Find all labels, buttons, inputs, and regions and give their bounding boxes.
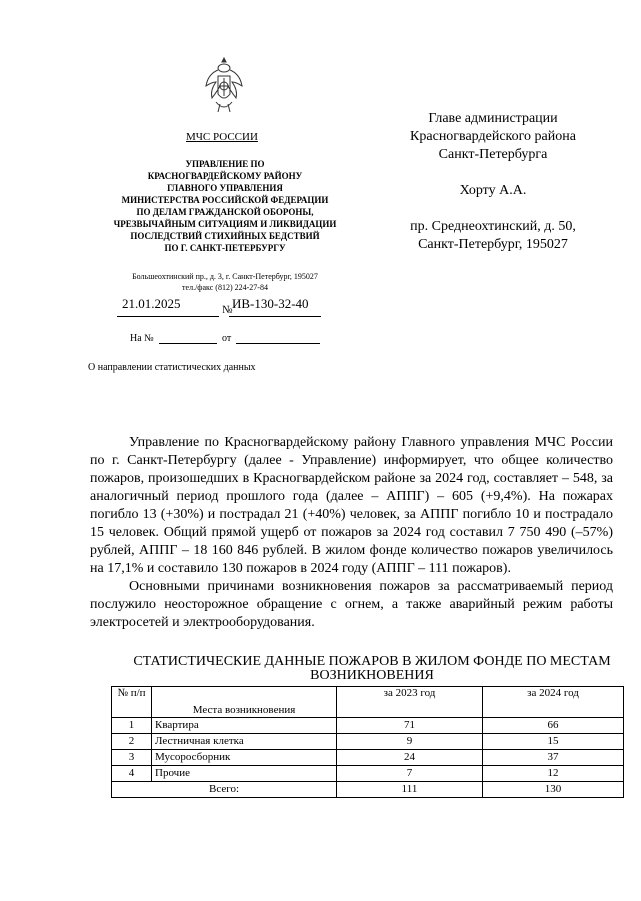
header-2024: за 2024 год <box>483 687 624 718</box>
row-place: Лестничная клетка <box>152 734 337 750</box>
emchs-emblem-icon <box>204 56 244 116</box>
addressee-line: пр. Среднеохтинский, д. 50, <box>410 219 576 234</box>
dept-line: ЧРЕЗВЫЧАЙНЫМ СИТУАЦИЯМ И ЛИКВИДАЦИИ <box>113 219 337 229</box>
addressee-line: Санкт-Петербурга <box>438 147 548 162</box>
row-place: Квартира <box>152 718 337 734</box>
table-title: СТАТИСТИЧЕСКИЕ ДАННЫЕ ПОЖАРОВ В ЖИЛОМ ФОНДЕ ПО МЕСТАМ ВОЗНИКНОВЕНИЯ <box>133 654 611 683</box>
table-total-row <box>112 782 624 798</box>
dept-line: ПО ДЕЛАМ ГРАЖДАНСКОЙ ОБОРОНЫ, <box>136 207 314 217</box>
from-label: от <box>222 333 232 344</box>
row-2024: 15 <box>483 734 624 750</box>
table-row <box>112 766 624 782</box>
table-row <box>112 750 624 766</box>
total-2023: 111 <box>337 782 483 798</box>
addressee-spacer <box>398 164 588 182</box>
sender-address <box>100 271 350 293</box>
dept-line: УПРАВЛЕНИЕ ПО <box>185 159 265 169</box>
row-2023: 24 <box>337 750 483 766</box>
row-2023: 9 <box>337 734 483 750</box>
row-2023: 7 <box>337 766 483 782</box>
on-number-label: На № <box>130 333 154 344</box>
body-paragraph: Основными причинами возникновения пожаров за рассматриваемый период послужило неосторожное обращение с огнем, а также аварийный режим работы электросетей и электрооборудования. <box>90 579 613 630</box>
letter-date: 21.01.2025 <box>122 296 181 311</box>
row-place: Мусоросборник <box>152 750 337 766</box>
row-2024: 37 <box>483 750 624 766</box>
fire-stats-table <box>111 686 624 798</box>
table-row <box>112 734 624 750</box>
letter-number: ИВ-130-32-40 <box>232 296 309 311</box>
department-name <box>96 158 354 254</box>
addressee-line: Красногвардейского района <box>410 129 576 144</box>
dept-line: МИНИСТЕРСТВА РОССИЙСКОЙ ФЕДЕРАЦИИ <box>121 195 329 205</box>
dept-line: ПО Г. САНКТ-ПЕТЕРБУРГУ <box>164 243 286 253</box>
total-label: Всего: <box>112 782 337 798</box>
table-row <box>112 718 624 734</box>
row-2023: 71 <box>337 718 483 734</box>
row-2024: 66 <box>483 718 624 734</box>
table-header-row <box>112 687 624 718</box>
row-num: 4 <box>112 766 152 782</box>
row-num: 2 <box>112 734 152 750</box>
body-paragraph: Управление по Красногвардейскому району Главного управления МЧС России по г. Санкт-Петербургу (далее - Управление) информирует, что общее количество пожаров, произошедших в Красногвардейском районе за 2024 год, составляет – 548, за аналогичный период прошлого года (далее – АППГ) – 605 (+9,4%). На пожарах погибло 13 (+30%) и пострадал 21 (+40%) человек, за АППГ погибло 10 и пострадало 15 человек. Общий прямой ущерб от пожаров за 2024 год составил 7 750 490 (–57%) рублей, АППГ – 18 160 846 рублей. В жилом фонде количество пожаров увеличилось на 17,1% и составило 130 пожаров в 2024 году (АППГ – 111 пожаров). <box>90 435 613 576</box>
row-num: 3 <box>112 750 152 766</box>
header-place: Места возникновения <box>152 687 337 718</box>
total-2024: 130 <box>483 782 624 798</box>
number-underline <box>229 316 321 317</box>
header-num: № п/п <box>112 687 152 718</box>
date-underline <box>117 316 219 317</box>
row-2024: 12 <box>483 766 624 782</box>
phone-line: тел./факс (812) 224-27-84 <box>182 283 268 292</box>
from-blank <box>236 343 320 344</box>
addressee-block <box>398 110 588 254</box>
dept-line: КРАСНОГВАРДЕЙСКОМУ РАЙОНУ <box>147 171 303 181</box>
letter-body <box>90 434 613 632</box>
header-2023: за 2023 год <box>337 687 483 718</box>
on-number-blank <box>159 343 217 344</box>
addressee-spacer <box>398 200 588 218</box>
address-line: Большеохтинский пр., д. 3, г. Санкт-Петербург, 195027 <box>132 272 318 281</box>
addressee-line: Главе администрации <box>428 111 558 126</box>
addressee-name: Хорту А.А. <box>459 183 527 198</box>
letter-subject: О направлении статистических данных <box>88 362 256 373</box>
org-name: МЧС РОССИИ <box>186 131 258 143</box>
addressee-line: Санкт-Петербург, 195027 <box>418 237 568 252</box>
row-place: Прочие <box>152 766 337 782</box>
number-sign: № <box>222 304 233 316</box>
dept-line: ПОСЛЕДСТВИЙ СТИХИЙНЫХ БЕДСТВИЙ <box>130 231 320 241</box>
dept-line: ГЛАВНОГО УПРАВЛЕНИЯ <box>167 183 283 193</box>
row-num: 1 <box>112 718 152 734</box>
